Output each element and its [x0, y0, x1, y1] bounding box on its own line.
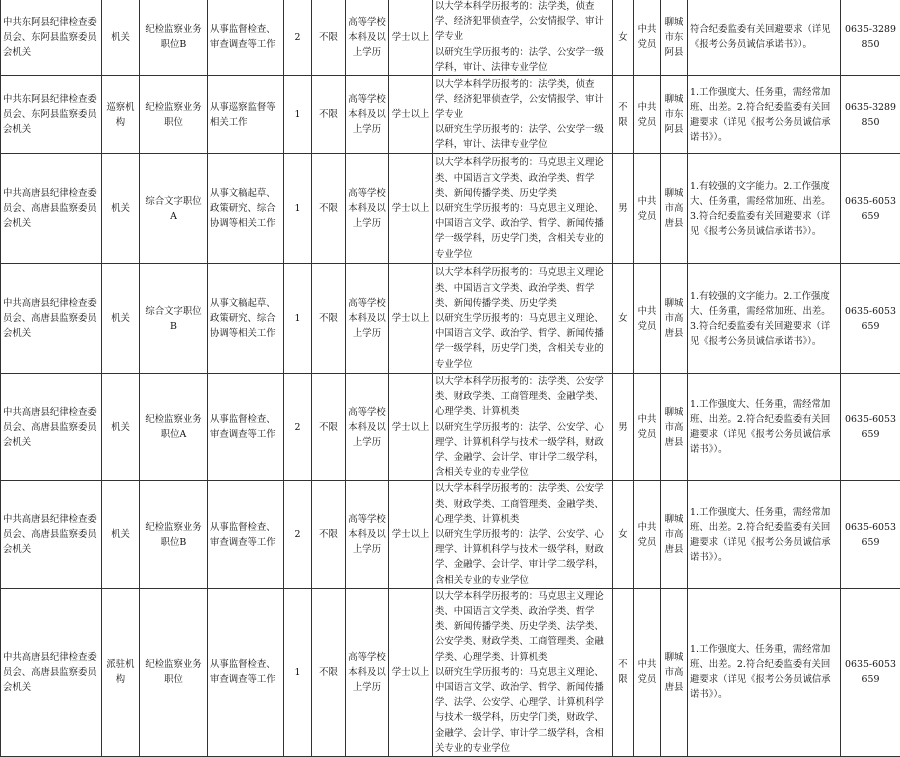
table-row	[1, 0, 900, 76]
political-status-cell: 中共党员	[634, 76, 661, 154]
limit-cell: 不限	[312, 374, 346, 481]
degree-cell: 学士以上	[389, 374, 433, 481]
gender-cell: 女	[613, 264, 634, 374]
table-row	[1, 481, 900, 588]
work-location-cell: 聊城市东阿县	[661, 0, 688, 76]
phone-cell: 0635-3289850	[841, 76, 900, 154]
unit-type-cell: 机关	[102, 374, 140, 481]
unit-type-cell: 机关	[102, 154, 140, 264]
unit-type-cell: 机关	[102, 0, 140, 76]
recruit-count-cell: 1	[284, 264, 312, 374]
phone-cell: 0635-6053659	[841, 374, 900, 481]
major-requirement-cell: 以大学本科学历报考的：马克思主义理论类、中国语言文学类、政治学类、哲学类、新闻传播学类、历史学类、法学类、公安学类、财政学类、工商管理类、金融学类、心理学类、计算机类 以研究生学历报考的：马克思主义理论、中国语言文学、政治学、哲学、新闻传播学、法学、公安学、心理学、计算机科学与技术一级学科，历史学门类，财政学、金融学、会计学、审计学二级学科，含相关专业的专业学位	[433, 588, 613, 756]
gender-cell: 男	[613, 154, 634, 264]
other-requirements-cell: 1.有较强的文字能力。2.工作强度大、任务重，需经常加班、出差。3.符合纪委监委有关回避要求（详见《报考公务员诚信承诺书》）。	[688, 154, 841, 264]
major-requirement-cell: 以大学本科学历报考的：法学类、公安学类、财政学类、工商管理类、金融学类、心理学类、计算机类 以研究生学历报考的：法学、公安学、心理学、计算机科学与技术一级学科，财政学、金融学、会计学、审计学二级学科，含相关专业的专业学位	[433, 481, 613, 588]
education-cell: 高等学校本科及以上学历	[346, 588, 389, 756]
political-status-cell: 中共党员	[634, 374, 661, 481]
degree-cell: 学士以上	[389, 0, 433, 76]
unit-cell: 中共高唐县纪律检查委员会、高唐县监察委员会机关	[1, 374, 102, 481]
education-cell: 高等学校本科及以上学历	[346, 264, 389, 374]
major-requirement-cell: 以大学本科学历报考的：法学类、公安学类、财政学类、工商管理类、金融学类、心理学类、计算机类 以研究生学历报考的：法学、公安学、心理学、计算机科学与技术一级学科，财政学、金融学、会计学、审计学二级学科，含相关专业的专业学位	[433, 374, 613, 481]
recruit-count-cell: 2	[284, 374, 312, 481]
position-name-cell: 纪检监察业务职位B	[140, 0, 208, 76]
education-cell: 高等学校本科及以上学历	[346, 0, 389, 76]
table-row	[1, 154, 900, 264]
limit-cell: 不限	[312, 264, 346, 374]
gender-cell: 男	[613, 374, 634, 481]
unit-type-cell: 机关	[102, 481, 140, 588]
duties-cell: 从事监督检查、审查调查等工作	[208, 374, 284, 481]
recruit-count-cell: 2	[284, 0, 312, 76]
unit-type-cell: 机关	[102, 264, 140, 374]
other-requirements-cell: 1.工作强度大、任务重，需经常加班、出差。2.符合纪委监委有关回避要求（详见《报考公务员诚信承诺书》）。	[688, 76, 841, 154]
political-status-cell: 中共党员	[634, 481, 661, 588]
education-cell: 高等学校本科及以上学历	[346, 481, 389, 588]
position-name-cell: 纪检监察业务职位B	[140, 481, 208, 588]
work-location-cell: 聊城市东阿县	[661, 76, 688, 154]
work-location-cell: 聊城市高唐县	[661, 374, 688, 481]
gender-cell: 女	[613, 481, 634, 588]
political-status-cell: 中共党员	[634, 264, 661, 374]
table-row	[1, 76, 900, 154]
gender-cell: 不限	[613, 76, 634, 154]
limit-cell: 不限	[312, 481, 346, 588]
work-location-cell: 聊城市高唐县	[661, 154, 688, 264]
other-requirements-cell: 1.工作强度大、任务重，需经常加班、出差。2.符合纪委监委有关回避要求（详见《报考公务员诚信承诺书》）。	[688, 374, 841, 481]
other-requirements-cell: 1.工作强度大、任务重，需经常加班、出差。2.符合纪委监委有关回避要求（详见《报考公务员诚信承诺书》）。	[688, 481, 841, 588]
phone-cell: 0635-6053659	[841, 264, 900, 374]
work-location-cell: 聊城市高唐县	[661, 481, 688, 588]
other-requirements-cell: 1.工作强度大、任务重，需经常加班、出差。2.符合纪委监委有关回避要求（详见《报考公务员诚信承诺书》）。	[688, 588, 841, 756]
unit-cell: 中共高唐县纪律检查委员会、高唐县监察委员会机关	[1, 154, 102, 264]
position-name-cell: 纪检监察业务职位	[140, 588, 208, 756]
other-requirements-cell: 符合纪委监委有关回避要求（详见《报考公务员诚信承诺书》）。	[688, 0, 841, 76]
work-location-cell: 聊城市高唐县	[661, 264, 688, 374]
limit-cell: 不限	[312, 154, 346, 264]
phone-cell: 0635-6053659	[841, 154, 900, 264]
degree-cell: 学士以上	[389, 76, 433, 154]
political-status-cell: 中共党员	[634, 154, 661, 264]
degree-cell: 学士以上	[389, 154, 433, 264]
table-row	[1, 264, 900, 374]
unit-cell: 中共东阿县纪律检查委员会、东阿县监察委员会机关	[1, 0, 102, 76]
duties-cell: 从事文稿起草、政策研究、综合协调等相关工作	[208, 264, 284, 374]
unit-type-cell: 派驻机构	[102, 588, 140, 756]
table-row	[1, 374, 900, 481]
duties-cell: 从事监督检查、审查调查等工作	[208, 481, 284, 588]
unit-cell: 中共高唐县纪律检查委员会、高唐县监察委员会机关	[1, 264, 102, 374]
duties-cell: 从事巡察监督等相关工作	[208, 76, 284, 154]
gender-cell: 女	[613, 0, 634, 76]
major-requirement-cell: 以大学本科学历报考的：马克思主义理论类、中国语言文学类、政治学类、哲学类、新闻传播学类、历史学类 以研究生学历报考的：马克思主义理论、中国语言文学、政治学、哲学、新闻传播学一级学科，历史学门类，含相关专业的专业学位	[433, 264, 613, 374]
major-requirement-cell: 以大学本科学历报考的：法学类，侦查学、经济犯罪侦查学，公安情报学、审计学专业 以研究生学历报考的：法学、公安学一级学科，审计、法律专业学位	[433, 0, 613, 76]
unit-type-cell: 巡察机构	[102, 76, 140, 154]
table-row	[1, 588, 900, 756]
recruit-count-cell: 1	[284, 76, 312, 154]
education-cell: 高等学校本科及以上学历	[346, 76, 389, 154]
phone-cell: 0635-6053659	[841, 588, 900, 756]
recruit-count-cell: 1	[284, 588, 312, 756]
duties-cell: 从事监督检查、审查调查等工作	[208, 0, 284, 76]
education-cell: 高等学校本科及以上学历	[346, 154, 389, 264]
position-name-cell: 纪检监察业务职位	[140, 76, 208, 154]
political-status-cell: 中共党员	[634, 588, 661, 756]
duties-cell: 从事监督检查、审查调查等工作	[208, 588, 284, 756]
degree-cell: 学士以上	[389, 481, 433, 588]
major-requirement-cell: 以大学本科学历报考的：马克思主义理论类、中国语言文学类、政治学类、哲学类、新闻传播学类、历史学类 以研究生学历报考的：马克思主义理论、中国语言文学、政治学、哲学、新闻传播学一级学科，历史学门类，含相关专业的专业学位	[433, 154, 613, 264]
recruit-count-cell: 2	[284, 481, 312, 588]
gender-cell: 不限	[613, 588, 634, 756]
unit-cell: 中共高唐县纪律检查委员会、高唐县监察委员会机关	[1, 481, 102, 588]
education-cell: 高等学校本科及以上学历	[346, 374, 389, 481]
unit-cell: 中共高唐县纪律检查委员会、高唐县监察委员会机关	[1, 588, 102, 756]
major-requirement-cell: 以大学本科学历报考的：法学类，侦查学、经济犯罪侦查学，公安情报学、审计学专业 以研究生学历报考的：法学、公安学一级学科，审计、法律专业学位	[433, 76, 613, 154]
table-body	[1, 0, 900, 757]
limit-cell: 不限	[312, 0, 346, 76]
unit-cell: 中共东阿县纪律检查委员会、东阿县监察委员会机关	[1, 76, 102, 154]
phone-cell: 0635-6053659	[841, 481, 900, 588]
limit-cell: 不限	[312, 588, 346, 756]
limit-cell: 不限	[312, 76, 346, 154]
political-status-cell: 中共党员	[634, 0, 661, 76]
recruit-count-cell: 1	[284, 154, 312, 264]
other-requirements-cell: 1.有较强的文字能力。2.工作强度大、任务重，需经常加班、出差。3.符合纪委监委有关回避要求（详见《报考公务员诚信承诺书》）。	[688, 264, 841, 374]
position-name-cell: 综合文字职位A	[140, 154, 208, 264]
position-name-cell: 综合文字职位B	[140, 264, 208, 374]
work-location-cell: 聊城市高唐县	[661, 588, 688, 756]
duties-cell: 从事文稿起草、政策研究、综合协调等相关工作	[208, 154, 284, 264]
degree-cell: 学士以上	[389, 264, 433, 374]
position-name-cell: 纪检监察业务职位A	[140, 374, 208, 481]
degree-cell: 学士以上	[389, 588, 433, 756]
phone-cell: 0635-3289850	[841, 0, 900, 76]
